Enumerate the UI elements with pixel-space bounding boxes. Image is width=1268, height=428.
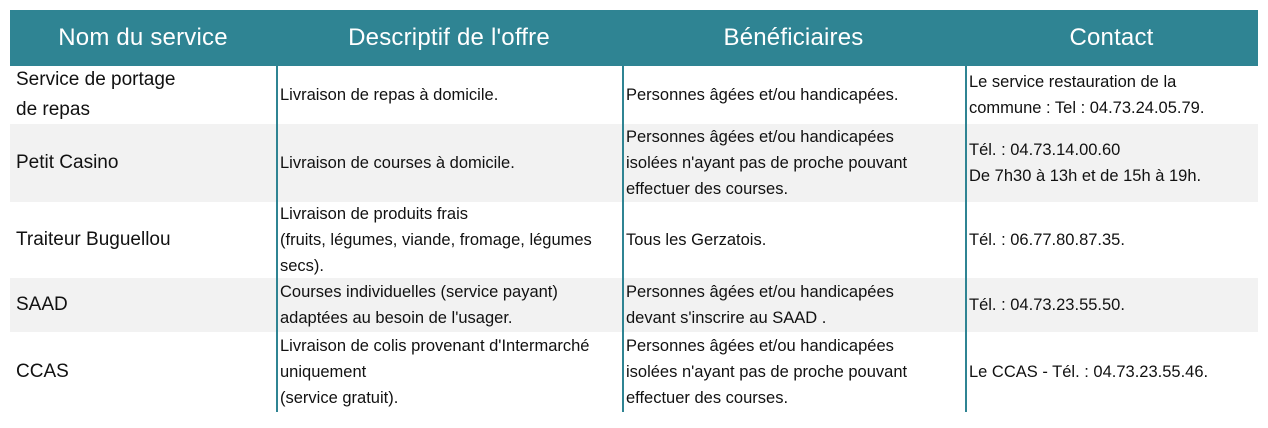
service-name-cell: Petit Casino [16, 152, 119, 173]
column-divider [622, 66, 624, 412]
offer-cell: Courses individuelles (service payant) adaptées au besoin de l'usager. [280, 283, 558, 327]
offer-cell: Livraison de colis provenant d'Intermarché uniquement (service gratuit). [280, 337, 590, 407]
offer-cell: Livraison de produits frais (fruits, légumes, viande, fromage, légumes secs). [280, 205, 592, 275]
column-divider [965, 66, 967, 412]
header-beneficiaries: Bénéficiaires [723, 24, 864, 51]
contact-cell: Le CCAS - Tél. : 04.73.23.55.46. [969, 363, 1209, 381]
contact-cell: Tél. : 04.73.14.00.60 De 7h30 à 13h et de 15h à 19h. [969, 141, 1202, 185]
beneficiaries-cell: Personnes âgées et/ou handicapées isolées n'ayant pas de proche pouvant effectuer des courses. [626, 337, 908, 407]
services-table [10, 10, 1258, 412]
service-name-cell: Traiteur Buguellou [16, 229, 171, 250]
offer-cell: Livraison de courses à domicile. [280, 154, 515, 172]
table-header [10, 10, 1258, 66]
beneficiaries-cell: Tous les Gerzatois. [626, 231, 767, 249]
header-offer-description: Descriptif de l'offre [348, 24, 550, 51]
table-row [10, 66, 1258, 124]
column-divider [276, 66, 278, 412]
service-name-cell: SAAD [16, 294, 68, 315]
contact-cell: Tél. : 04.73.23.55.50. [969, 296, 1125, 314]
header-service-name: Nom du service [58, 24, 228, 51]
contact-cell: Le service restauration de la commune : Tel : 04.73.24.05.79. [969, 73, 1205, 117]
service-name-cell: CCAS [16, 361, 69, 382]
table-row [10, 124, 1258, 202]
contact-cell: Tél. : 06.77.80.87.35. [969, 231, 1125, 249]
header-contact: Contact [1069, 24, 1154, 51]
beneficiaries-cell: Personnes âgées et/ou handicapées. [626, 86, 899, 104]
table-row [10, 278, 1258, 332]
offer-cell: Livraison de repas à domicile. [280, 86, 499, 104]
beneficiaries-cell: Personnes âgées et/ou handicapées isolées n'ayant pas de proche pouvant effectuer des courses. [626, 128, 908, 198]
table-row [10, 202, 1258, 278]
service-name-cell: Service de portage de repas [16, 69, 176, 120]
beneficiaries-cell: Personnes âgées et/ou handicapées devant s'inscrire au SAAD . [626, 283, 894, 327]
table-row [10, 332, 1258, 412]
